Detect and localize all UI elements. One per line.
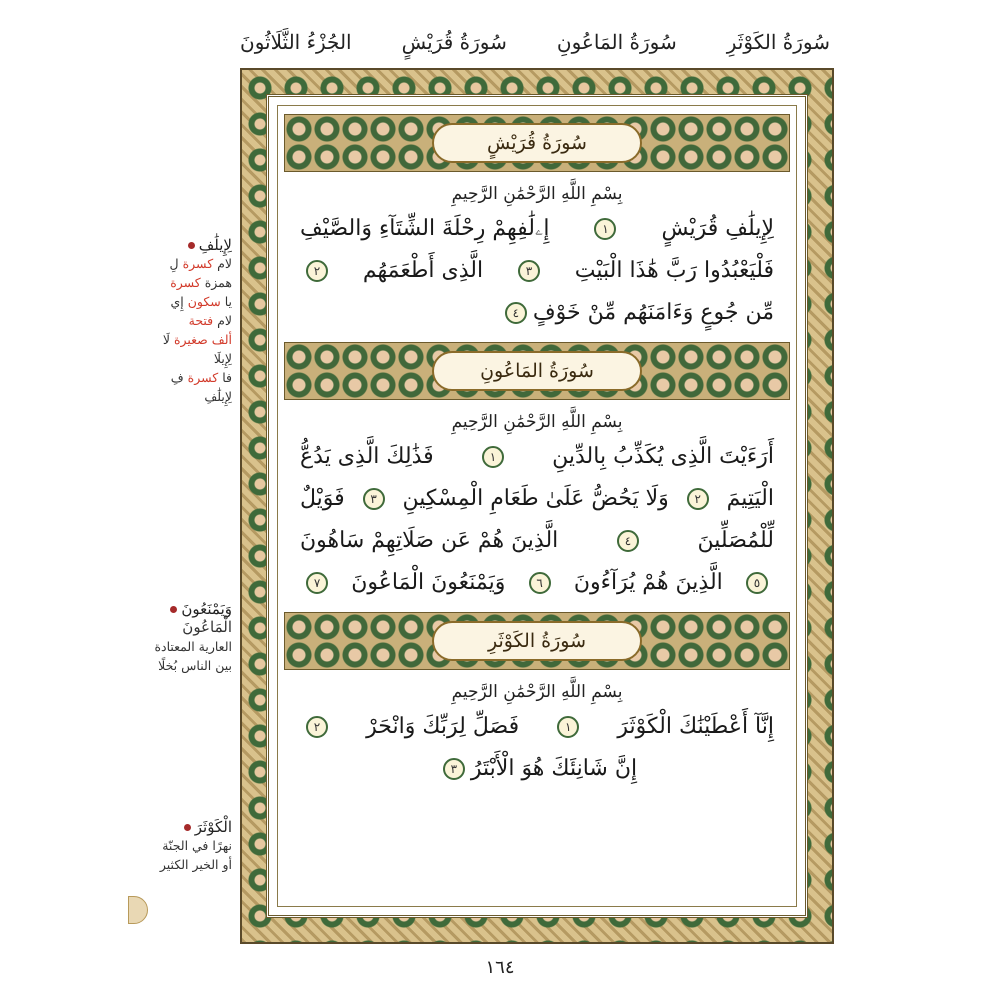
verse-text: لِإِيلَٰفِ قُرَيْشٍ: [661, 216, 774, 241]
verse-text: فَذَٰلِكَ الَّذِى يَدُعُّ: [300, 444, 434, 469]
note-text: العارية المعتادة: [154, 639, 232, 654]
basmala: بِسْمِ اللَّهِ الرَّحْمَٰنِ الرَّحِيمِ: [451, 682, 623, 702]
note-text: لام: [213, 313, 232, 328]
verse-text: فَلْيَعْبُدُوا رَبَّ هَٰذَا الْبَيْتِ: [574, 258, 774, 283]
note-text: فِ: [170, 370, 188, 385]
note-text: فا: [218, 370, 232, 385]
note-text: لِ: [169, 256, 183, 271]
header-juz: الجُزْءُ الثَّلَاثُونَ: [240, 30, 352, 54]
mushaf-text-area: [277, 105, 797, 907]
verse-line: [278, 562, 796, 604]
surah-title-cartouche: [432, 621, 642, 661]
note-text: لام: [213, 256, 232, 271]
verse-line: [278, 706, 796, 748]
bullet-icon: [184, 824, 191, 831]
verse-line: [278, 748, 796, 790]
verse-text: الْيَتِيمَ: [726, 486, 774, 511]
margin-note-yamnaun: [120, 600, 232, 675]
header-surah-kawthar: سُورَةُ الكَوْثَرِ: [726, 30, 830, 54]
ayah-number-marker: ٦: [529, 572, 551, 594]
note-text: لِإِيلَا: [213, 351, 232, 366]
ayah-number-marker: ٢: [306, 260, 328, 282]
frame-inner-border: [266, 94, 808, 918]
ayah-number-marker: ٢: [306, 716, 328, 738]
verse-text: فَصَلِّ لِرَبِّكَ وَانْحَرْ: [366, 714, 520, 739]
note-text: يا: [220, 294, 232, 309]
margin-note-ilaf: [120, 236, 232, 406]
verse-text: فَوَيْلٌ: [300, 486, 345, 511]
header-surah-maun: سُورَةُ المَاعُونِ: [556, 30, 677, 54]
ayah-number-marker: ١: [557, 716, 579, 738]
surah-title: سُورَةُ قُرَيْشٍ: [487, 132, 587, 154]
note-highlight: كسرة: [170, 275, 201, 290]
header-surah-quraysh: سُورَةُ قُرَيْشٍ: [401, 30, 507, 54]
verse-text: إِنَّآ أَعْطَيْنَٰكَ الْكَوْثَرَ: [617, 714, 774, 739]
margin-note-kawthar: [120, 818, 232, 874]
note-text: إِي: [170, 294, 188, 309]
surah-title-band-kawthar: [284, 612, 790, 670]
verse-text: الَّذِينَ هُمْ يُرَآءُونَ: [573, 570, 723, 595]
note-word: لِإِيلَٰفِ: [198, 236, 232, 254]
note-text: نهرًا في الجنّة: [162, 838, 232, 853]
page-number: ١٦٤: [485, 957, 515, 978]
surah-title-band-maun: [284, 342, 790, 400]
note-highlight: فتحة: [188, 313, 214, 328]
verse-text: وَلَا يَحُضُّ عَلَىٰ طَعَامِ الْمِسْكِينِ: [402, 486, 669, 511]
verse-line: [278, 208, 796, 250]
note-highlight: كسرة: [187, 370, 219, 385]
surah-title: سُورَةُ الكَوْثَرِ: [487, 630, 587, 652]
ornamental-frame: [240, 68, 834, 944]
surah-title-cartouche: [432, 123, 642, 163]
page-edge-tab: [128, 896, 148, 924]
ayah-number-marker: ٧: [306, 572, 328, 594]
verse-line: [278, 436, 796, 478]
surah-title-cartouche: [432, 351, 642, 391]
verse-text: إِۦلَٰفِهِمْ رِحْلَةَ الشِّتَآءِ وَالصَّيْفِ: [300, 216, 550, 241]
note-highlight: ألف صغيرة: [173, 332, 232, 347]
note-text: لِإِيلَٰفِ: [204, 389, 232, 404]
note-highlight: كسرة: [182, 256, 214, 271]
note-highlight: سكون: [187, 294, 221, 309]
running-header: [240, 22, 830, 62]
verse-text: أَرَءَيْتَ الَّذِى يُكَذِّبُ بِالدِّينِ: [552, 444, 774, 469]
bullet-icon: [170, 606, 177, 613]
ayah-number-marker: ٥: [746, 572, 768, 594]
verse-line: [278, 478, 796, 520]
bullet-icon: [188, 242, 195, 249]
ayah-number-marker: ١: [594, 218, 616, 240]
verse-text: الَّذِى أَطْعَمَهُم: [362, 258, 484, 283]
verse-line: [278, 292, 796, 334]
note-word: وَيَمْنَعُونَ: [181, 600, 232, 618]
surah-title-band-quraysh: [284, 114, 790, 172]
verse-line: [278, 520, 796, 562]
verse-text: الَّذِينَ هُمْ عَن صَلَاتِهِمْ سَاهُونَ: [300, 528, 559, 553]
note-text: الْمَاعُونَ: [182, 618, 232, 636]
basmala: بِسْمِ اللَّهِ الرَّحْمَٰنِ الرَّحِيمِ: [451, 184, 623, 204]
note-text: أو الخير الكثير: [159, 857, 232, 872]
basmala: بِسْمِ اللَّهِ الرَّحْمَٰنِ الرَّحِيمِ: [451, 412, 623, 432]
ayah-number-marker: ٢: [687, 488, 709, 510]
ayah-number-marker: ٣: [443, 758, 465, 780]
ayah-number-marker: ٣: [518, 260, 540, 282]
note-text: همزة: [200, 275, 232, 290]
note-text: لَا: [162, 332, 174, 347]
note-word: الْكَوْثَرَ: [194, 818, 232, 836]
ayah-number-marker: ٤: [617, 530, 639, 552]
note-text: بين الناس بُخلًا: [158, 658, 232, 673]
surah-title: سُورَةُ المَاعُونِ: [480, 360, 594, 382]
verse-text: مِّن جُوعٍ وَءَامَنَهُم مِّنْ خَوْفٍ: [532, 300, 774, 325]
ayah-number-marker: ١: [482, 446, 504, 468]
ayah-number-marker: ٤: [505, 302, 527, 324]
verse-text: وَيَمْنَعُونَ الْمَاعُونَ: [351, 570, 506, 595]
verse-text: لِّلْمُصَلِّينَ: [697, 528, 774, 553]
verse-text: إِنَّ شَانِئَكَ هُوَ الْأَبْتَرُ: [470, 756, 638, 781]
ayah-number-marker: ٣: [363, 488, 385, 510]
verse-line: [278, 250, 796, 292]
